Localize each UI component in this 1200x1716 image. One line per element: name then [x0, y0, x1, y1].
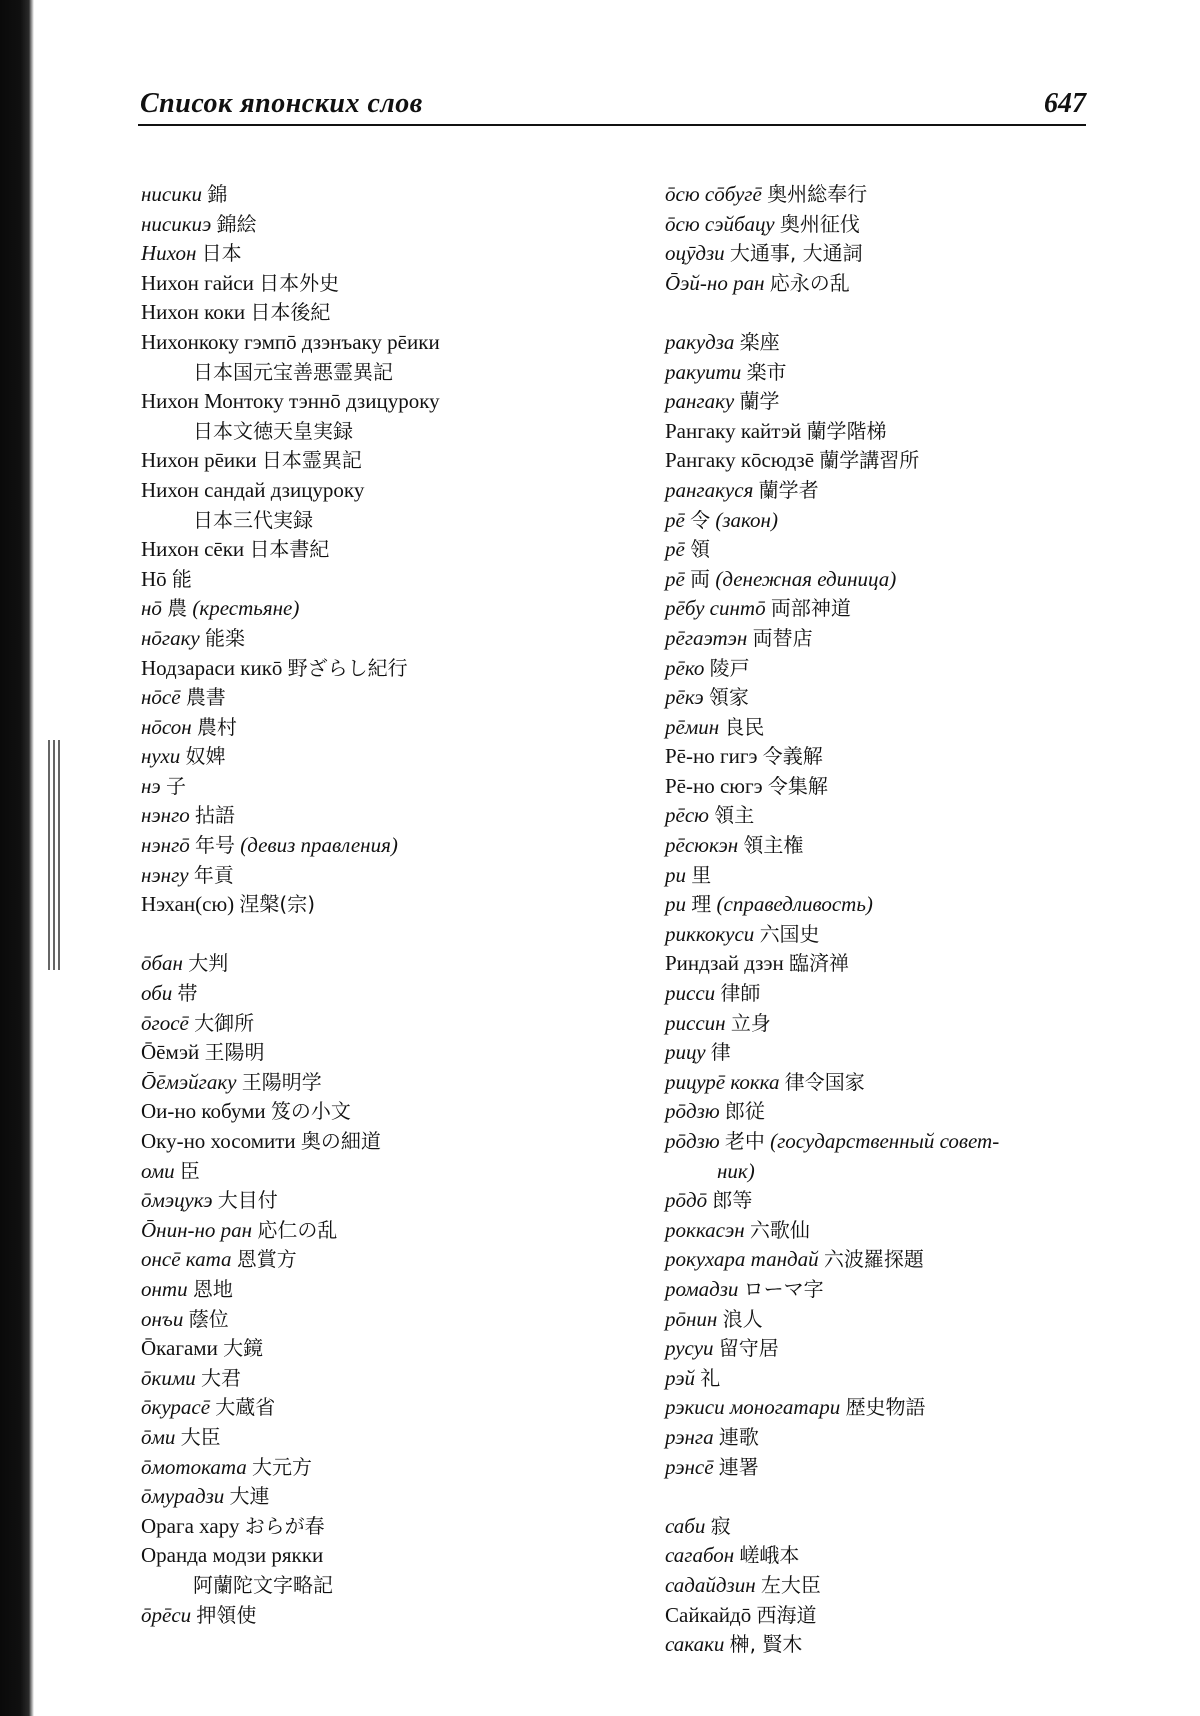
entry-term: рэкиси моногатари	[665, 1395, 841, 1420]
entry-kanji: 阿蘭陀文字略記	[193, 1572, 333, 1597]
glossary-entry	[141, 1127, 611, 1157]
entry-term: нэ	[141, 773, 161, 798]
entry-term: онсē ката	[141, 1247, 232, 1272]
glossary-entry	[141, 446, 611, 476]
glossary-entry	[141, 1512, 611, 1542]
section-gap	[141, 920, 611, 950]
entry-term: рангаку	[665, 389, 735, 414]
entry-term: роккасэн	[665, 1217, 745, 1242]
glossary-entry	[665, 1334, 1105, 1364]
entry-term: Ōēмэй	[141, 1040, 200, 1065]
glossary-entry	[141, 713, 611, 743]
glossary-entry	[665, 1541, 1105, 1571]
glossary-entry	[141, 1157, 611, 1187]
entry-kanji: 農書	[185, 685, 226, 710]
entry-term: ри	[665, 892, 686, 917]
entry-term: рокухара тандай	[665, 1247, 819, 1272]
entry-kanji: 日本	[201, 241, 242, 266]
glossary-entry	[141, 535, 611, 565]
glossary-entry	[141, 417, 611, 447]
entry-kanji: 蔭位	[188, 1306, 229, 1331]
glossary-entry	[141, 1541, 611, 1571]
entry-kanji: 押領使	[196, 1602, 257, 1627]
glossary-entry	[665, 1068, 1105, 1098]
entry-term: нэнгу	[141, 862, 189, 887]
entry-term: ōмотоката	[141, 1454, 247, 1479]
entry-kanji: 両替店	[752, 625, 813, 650]
glossary-entry	[141, 565, 611, 595]
glossary-entry	[141, 1393, 611, 1423]
entry-kanji: 大臣	[180, 1424, 221, 1449]
glossary-entry	[141, 1364, 611, 1394]
glossary-entry	[665, 476, 1105, 506]
entry-term: Нихон рēики	[141, 448, 257, 473]
glossary-entry	[141, 594, 611, 624]
entry-term: Нихон коки	[141, 300, 246, 325]
entry-kanji: 蘭学講習所	[819, 448, 920, 473]
glossary-entry	[141, 210, 611, 240]
entry-kanji: 笈の小文	[270, 1099, 351, 1124]
entry-kanji: 浪人	[722, 1306, 763, 1331]
entry-kanji: 日本書紀	[249, 537, 330, 562]
glossary-entry	[665, 713, 1105, 743]
glossary-entry	[665, 506, 1105, 536]
entry-term: нисики	[141, 182, 203, 206]
glossary-entry	[665, 328, 1105, 358]
entry-kanji: 日本国元宝善悪霊異記	[193, 359, 393, 384]
entry-term: Ōнин-но ран	[141, 1217, 253, 1242]
glossary-entry	[141, 476, 611, 506]
glossary-entry	[665, 358, 1105, 388]
entry-term: рисси	[665, 981, 716, 1006]
glossary-entry	[141, 1305, 611, 1335]
entry-kanji: 里	[691, 862, 712, 887]
entry-kanji: 能	[171, 566, 192, 591]
glossary-entry	[665, 1630, 1105, 1660]
entry-kanji: 帯	[177, 981, 198, 1006]
entry-kanji: 日本外史	[259, 270, 340, 295]
glossary-entry	[141, 1601, 611, 1631]
glossary-entry	[141, 949, 611, 979]
entry-term: рицу	[665, 1040, 706, 1065]
entry-term: Ōэй-но ран	[665, 270, 765, 295]
entry-kanji: 令	[690, 507, 711, 532]
glossary-entry	[141, 801, 611, 831]
glossary-entry	[665, 1038, 1105, 1068]
entry-kanji: 令集解	[767, 773, 828, 798]
entry-term: ōсю сэйбацу	[665, 211, 775, 236]
entry-kanji: 大御所	[194, 1010, 255, 1035]
glossary-entry	[665, 979, 1105, 1009]
glossary-entry	[665, 1305, 1105, 1335]
entry-term: ōгосē	[141, 1010, 189, 1035]
glossary-entry	[141, 387, 611, 417]
glossary-entry	[141, 506, 611, 536]
entry-kanji: 日本文徳天皇実録	[193, 418, 353, 443]
entry-term: Нодзараси кикō	[141, 655, 283, 680]
entry-term: рэнга	[665, 1424, 714, 1449]
entry-kanji: 日本三代実録	[193, 507, 313, 532]
entry-kanji: 拈語	[195, 803, 236, 828]
glossary-entry	[665, 446, 1105, 476]
section-gap	[665, 1482, 1105, 1512]
entry-kanji: 大通事, 大通詞	[729, 241, 863, 266]
glossary-entry	[665, 772, 1105, 802]
entry-term: Риндзай дзэн	[665, 951, 784, 976]
entry-note: (закон)	[715, 507, 778, 532]
entry-term: риккокуси	[665, 921, 755, 946]
entry-term: риссин	[665, 1010, 726, 1035]
entry-term: рēко	[665, 655, 705, 680]
right-column	[665, 180, 1105, 1660]
glossary-entry	[665, 1097, 1105, 1127]
glossary-entry	[141, 239, 611, 269]
entry-term: Нихонкоку гэмпō дзэнъаку рēики	[141, 329, 440, 354]
entry-term: Оранда модзи рякки	[141, 1543, 324, 1568]
glossary-entry	[141, 861, 611, 891]
glossary-entry	[141, 1216, 611, 1246]
entry-kanji: 連歌	[718, 1424, 759, 1449]
entry-note: ник)	[717, 1158, 755, 1183]
entry-kanji: 令義解	[762, 744, 823, 769]
glossary-entry	[665, 1186, 1105, 1216]
glossary-entry	[141, 683, 611, 713]
entry-kanji: 能楽	[205, 625, 246, 650]
entry-term: сагабон	[665, 1543, 735, 1568]
entry-term: Нō	[141, 566, 167, 591]
glossary-entry	[141, 654, 611, 684]
glossary-entry	[665, 417, 1105, 447]
glossary-entry	[141, 1482, 611, 1512]
entry-term: Нэхан(сю)	[141, 892, 235, 917]
glossary-entry	[665, 210, 1105, 240]
entry-term: рē	[665, 507, 685, 532]
glossary-entry	[141, 1334, 611, 1364]
glossary-entry	[665, 861, 1105, 891]
entry-kanji: 臣	[179, 1158, 200, 1183]
entry-kanji: 六国史	[759, 921, 820, 946]
glossary-entry	[665, 1216, 1105, 1246]
entry-kanji: おらが春	[244, 1513, 325, 1538]
glossary-entry	[141, 1275, 611, 1305]
glossary-entry	[141, 1009, 611, 1039]
entry-term: Сайкайдō	[665, 1602, 752, 1627]
glossary-entry	[141, 979, 611, 1009]
entry-term: онъи	[141, 1306, 184, 1331]
entry-term: Нихон сēки	[141, 537, 245, 562]
entry-kanji: 大君	[200, 1365, 241, 1390]
entry-term: ōмэцукэ	[141, 1188, 213, 1213]
entry-term: Рангаку кайтэй	[665, 418, 802, 443]
entry-kanji: 領主権	[743, 833, 804, 858]
glossary-entry	[665, 1245, 1105, 1275]
entry-kanji: 六歌仙	[749, 1217, 810, 1242]
entry-kanji: 年号	[195, 833, 236, 858]
entry-term: Нихон	[141, 241, 197, 266]
entry-note: (девиз правления)	[240, 833, 398, 858]
entry-kanji: 領家	[708, 685, 749, 710]
glossary-entry	[141, 1423, 611, 1453]
entry-term: рōдō	[665, 1188, 708, 1213]
entry-kanji: 王陽明学	[241, 1069, 322, 1094]
entry-kanji: 年貢	[193, 862, 234, 887]
glossary-entry	[665, 742, 1105, 772]
entry-term: нухи	[141, 744, 181, 769]
entry-kanji: 奥の細道	[300, 1129, 381, 1153]
glossary-entry	[141, 269, 611, 299]
entry-term: рē	[665, 537, 685, 562]
page-number: 647	[1044, 88, 1086, 119]
glossary-entry	[665, 801, 1105, 831]
entry-kanji: 涅槃(宗)	[239, 892, 315, 917]
entry-kanji: 陵戸	[709, 655, 750, 680]
entry-kanji: 領主	[714, 803, 755, 828]
entry-term: рēбу синтō	[665, 596, 766, 621]
entry-term: ōкурасē	[141, 1395, 211, 1420]
entry-term: ōмурадзи	[141, 1484, 225, 1509]
glossary-entry	[665, 269, 1105, 299]
section-gap	[665, 298, 1105, 328]
book-binding-edge	[0, 0, 34, 1716]
entry-kanji: 大鏡	[223, 1336, 264, 1361]
glossary-entry	[665, 1571, 1105, 1601]
entry-term: ромадзи	[665, 1276, 739, 1301]
entry-term: Нихон Монтоку тэннō дзицуроку	[141, 389, 440, 414]
glossary-entry	[665, 890, 1105, 920]
entry-term: онти	[141, 1276, 188, 1301]
glossary-entry	[141, 1245, 611, 1275]
entry-term: сакаки	[665, 1632, 725, 1657]
entry-kanji: 両	[690, 566, 711, 591]
entry-term: ōбан	[141, 951, 183, 976]
glossary-entry	[665, 565, 1105, 595]
entry-kanji: 老中	[724, 1129, 765, 1153]
entry-kanji: 日本霊異記	[261, 448, 362, 473]
entry-term: нōгаку	[141, 625, 200, 650]
glossary-entry	[665, 1127, 1105, 1157]
entry-kanji: 領	[690, 537, 711, 562]
entry-kanji: 錦	[207, 182, 228, 206]
glossary-entry	[665, 1393, 1105, 1423]
entry-kanji: 蘭学者	[758, 477, 819, 502]
glossary-entry	[665, 949, 1105, 979]
entry-term: рōдзю	[665, 1099, 720, 1124]
glossary-entry	[141, 1097, 611, 1127]
entry-kanji: 西海道	[756, 1602, 817, 1627]
glossary-entry	[141, 180, 611, 210]
glossary-entry	[665, 1275, 1105, 1305]
entry-term: ōкими	[141, 1365, 196, 1390]
entry-kanji: 礼	[700, 1365, 721, 1390]
entry-note: (справедливость)	[716, 892, 873, 917]
glossary-entry	[665, 624, 1105, 654]
entry-kanji: 大元方	[252, 1454, 313, 1479]
entry-kanji: 恩地	[192, 1276, 233, 1301]
entry-term: рēкэ	[665, 685, 704, 710]
entry-kanji: 農村	[196, 714, 237, 739]
entry-term: рэнсē	[665, 1454, 714, 1479]
entry-kanji: 応永の乱	[769, 270, 850, 295]
page-header	[138, 84, 1086, 126]
entry-term: ракудза	[665, 329, 735, 354]
entry-term: рē	[665, 566, 685, 591]
entry-term: рēмин	[665, 714, 720, 739]
entry-kanji: 理	[691, 892, 712, 917]
entry-kanji: 榊, 賢木	[729, 1632, 803, 1657]
glossary-entry	[141, 358, 611, 388]
entry-term: Рангаку кōсюдзē	[665, 448, 815, 473]
entry-term: ри	[665, 862, 686, 887]
entry-term: саби	[665, 1513, 706, 1538]
glossary-entry	[141, 1186, 611, 1216]
glossary-entry	[141, 890, 611, 920]
glossary-entry	[665, 1512, 1105, 1542]
glossary-entry	[665, 1453, 1105, 1483]
glossary-entry	[141, 831, 611, 861]
entry-kanji: 留守居	[718, 1336, 779, 1361]
entry-term: нō	[141, 596, 162, 621]
glossary-entry	[665, 920, 1105, 950]
entry-term: Нихон гайси	[141, 270, 254, 295]
glossary-entry	[665, 535, 1105, 565]
entry-kanji: 蘭学階梯	[806, 418, 887, 443]
glossary-entry	[665, 180, 1105, 210]
entry-kanji: 大判	[188, 951, 229, 976]
entry-kanji: 子	[165, 773, 186, 798]
entry-kanji: 楽市	[746, 359, 787, 384]
entry-kanji: 律師	[720, 981, 761, 1006]
entry-term: нисикиэ	[141, 211, 212, 236]
glossary-entry	[665, 239, 1105, 269]
entry-note: (государственный совет-	[770, 1129, 1000, 1153]
entry-kanji: ローマ字	[743, 1276, 824, 1301]
entry-term: рēсю	[665, 803, 709, 828]
entry-term: нэнго	[141, 803, 190, 828]
entry-kanji: 左大臣	[760, 1572, 821, 1597]
glossary-entry	[665, 594, 1105, 624]
entry-kanji: 大連	[229, 1484, 270, 1509]
entry-kanji: 大目付	[217, 1188, 278, 1213]
entry-kanji: 奴婢	[185, 744, 226, 769]
entry-term: Нихон сандай дзицуроку	[141, 477, 365, 502]
entry-kanji: 六波羅探題	[823, 1247, 924, 1272]
entry-kanji: 奥州征伐	[779, 211, 860, 236]
entry-kanji: 農	[167, 596, 188, 621]
entry-kanji: 律令国家	[784, 1069, 865, 1094]
entry-note: (крестьяне)	[192, 596, 300, 621]
entry-kanji: 蘭学	[739, 389, 780, 414]
entry-kanji: 両部神道	[770, 596, 851, 621]
page-title: Список японских слов	[140, 88, 423, 119]
entry-kanji: 律	[710, 1040, 731, 1065]
glossary-entry	[665, 654, 1105, 684]
glossary-entry	[665, 1157, 1105, 1187]
glossary-entry	[665, 1009, 1105, 1039]
entry-term: нэнгō	[141, 833, 190, 858]
left-column	[141, 180, 611, 1630]
entry-kanji: 郎従	[724, 1099, 765, 1124]
entry-kanji: 臨済禅	[788, 951, 849, 976]
entry-note: (денежная единица)	[715, 566, 897, 591]
entry-term: ōрēси	[141, 1602, 192, 1627]
entry-term: нōсон	[141, 714, 192, 739]
entry-kanji: 嵯峨本	[739, 1543, 800, 1568]
glossary-entry	[141, 742, 611, 772]
glossary-entry	[141, 1571, 611, 1601]
entry-term: Ōкагами	[141, 1336, 218, 1361]
glossary-entry	[141, 1068, 611, 1098]
entry-kanji: 立身	[730, 1010, 771, 1035]
entry-term: рōдзю	[665, 1129, 720, 1153]
entry-term: Ои-но кобуми	[141, 1099, 266, 1124]
entry-kanji: 応仁の乱	[257, 1217, 338, 1242]
entry-term: рицурē кокка	[665, 1069, 780, 1094]
entry-kanji: 連署	[718, 1454, 759, 1479]
entry-term: ōсю сōбугē	[665, 182, 762, 206]
entry-kanji: 奥州総奉行	[767, 182, 868, 206]
glossary-entry	[141, 624, 611, 654]
entry-kanji: 錦絵	[216, 211, 257, 236]
glossary-entry	[665, 387, 1105, 417]
entry-term: Рē-но гигэ	[665, 744, 758, 769]
entry-term: оми	[141, 1158, 175, 1183]
glossary-entry	[141, 772, 611, 802]
entry-kanji: 歴史物語	[845, 1395, 926, 1420]
entry-term: Рē-но сюгэ	[665, 773, 763, 798]
entry-kanji: 日本後紀	[250, 300, 331, 325]
entry-term: ōми	[141, 1424, 176, 1449]
entry-kanji: 郎等	[712, 1188, 753, 1213]
entry-kanji: 王陽明	[204, 1040, 265, 1065]
entry-term: рēсюкэн	[665, 833, 739, 858]
glossary-entry	[665, 1364, 1105, 1394]
glossary-entry	[141, 1038, 611, 1068]
entry-term: Ōēмэйгаку	[141, 1069, 237, 1094]
glossary-entry	[141, 298, 611, 328]
entry-kanji: 野ざらし紀行	[287, 655, 408, 680]
entry-term: ракуити	[665, 359, 742, 384]
entry-term: рēгаэтэн	[665, 625, 748, 650]
entry-term: Орага хару	[141, 1513, 240, 1538]
entry-kanji: 良民	[724, 714, 765, 739]
entry-term: рэй	[665, 1365, 695, 1390]
entry-kanji: 楽座	[739, 329, 780, 354]
scan-artifact	[48, 740, 60, 970]
entry-term: рōнин	[665, 1306, 718, 1331]
entry-kanji: 恩賞方	[236, 1247, 297, 1272]
glossary-entry	[665, 831, 1105, 861]
glossary-entry	[665, 1601, 1105, 1631]
entry-term: оби	[141, 981, 173, 1006]
glossary-entry	[141, 328, 611, 358]
entry-term: рангакуся	[665, 477, 754, 502]
glossary-entry	[665, 1423, 1105, 1453]
entry-term: нōсē	[141, 685, 181, 710]
entry-term: оцӯдзи	[665, 241, 725, 266]
entry-kanji: 寂	[710, 1513, 731, 1538]
entry-term: русуи	[665, 1336, 714, 1361]
entry-term: садайдзин	[665, 1572, 756, 1597]
glossary-entry	[141, 1453, 611, 1483]
entry-term: Оку-но хосомити	[141, 1129, 296, 1153]
entry-kanji: 大蔵省	[215, 1395, 276, 1420]
glossary-entry	[665, 683, 1105, 713]
